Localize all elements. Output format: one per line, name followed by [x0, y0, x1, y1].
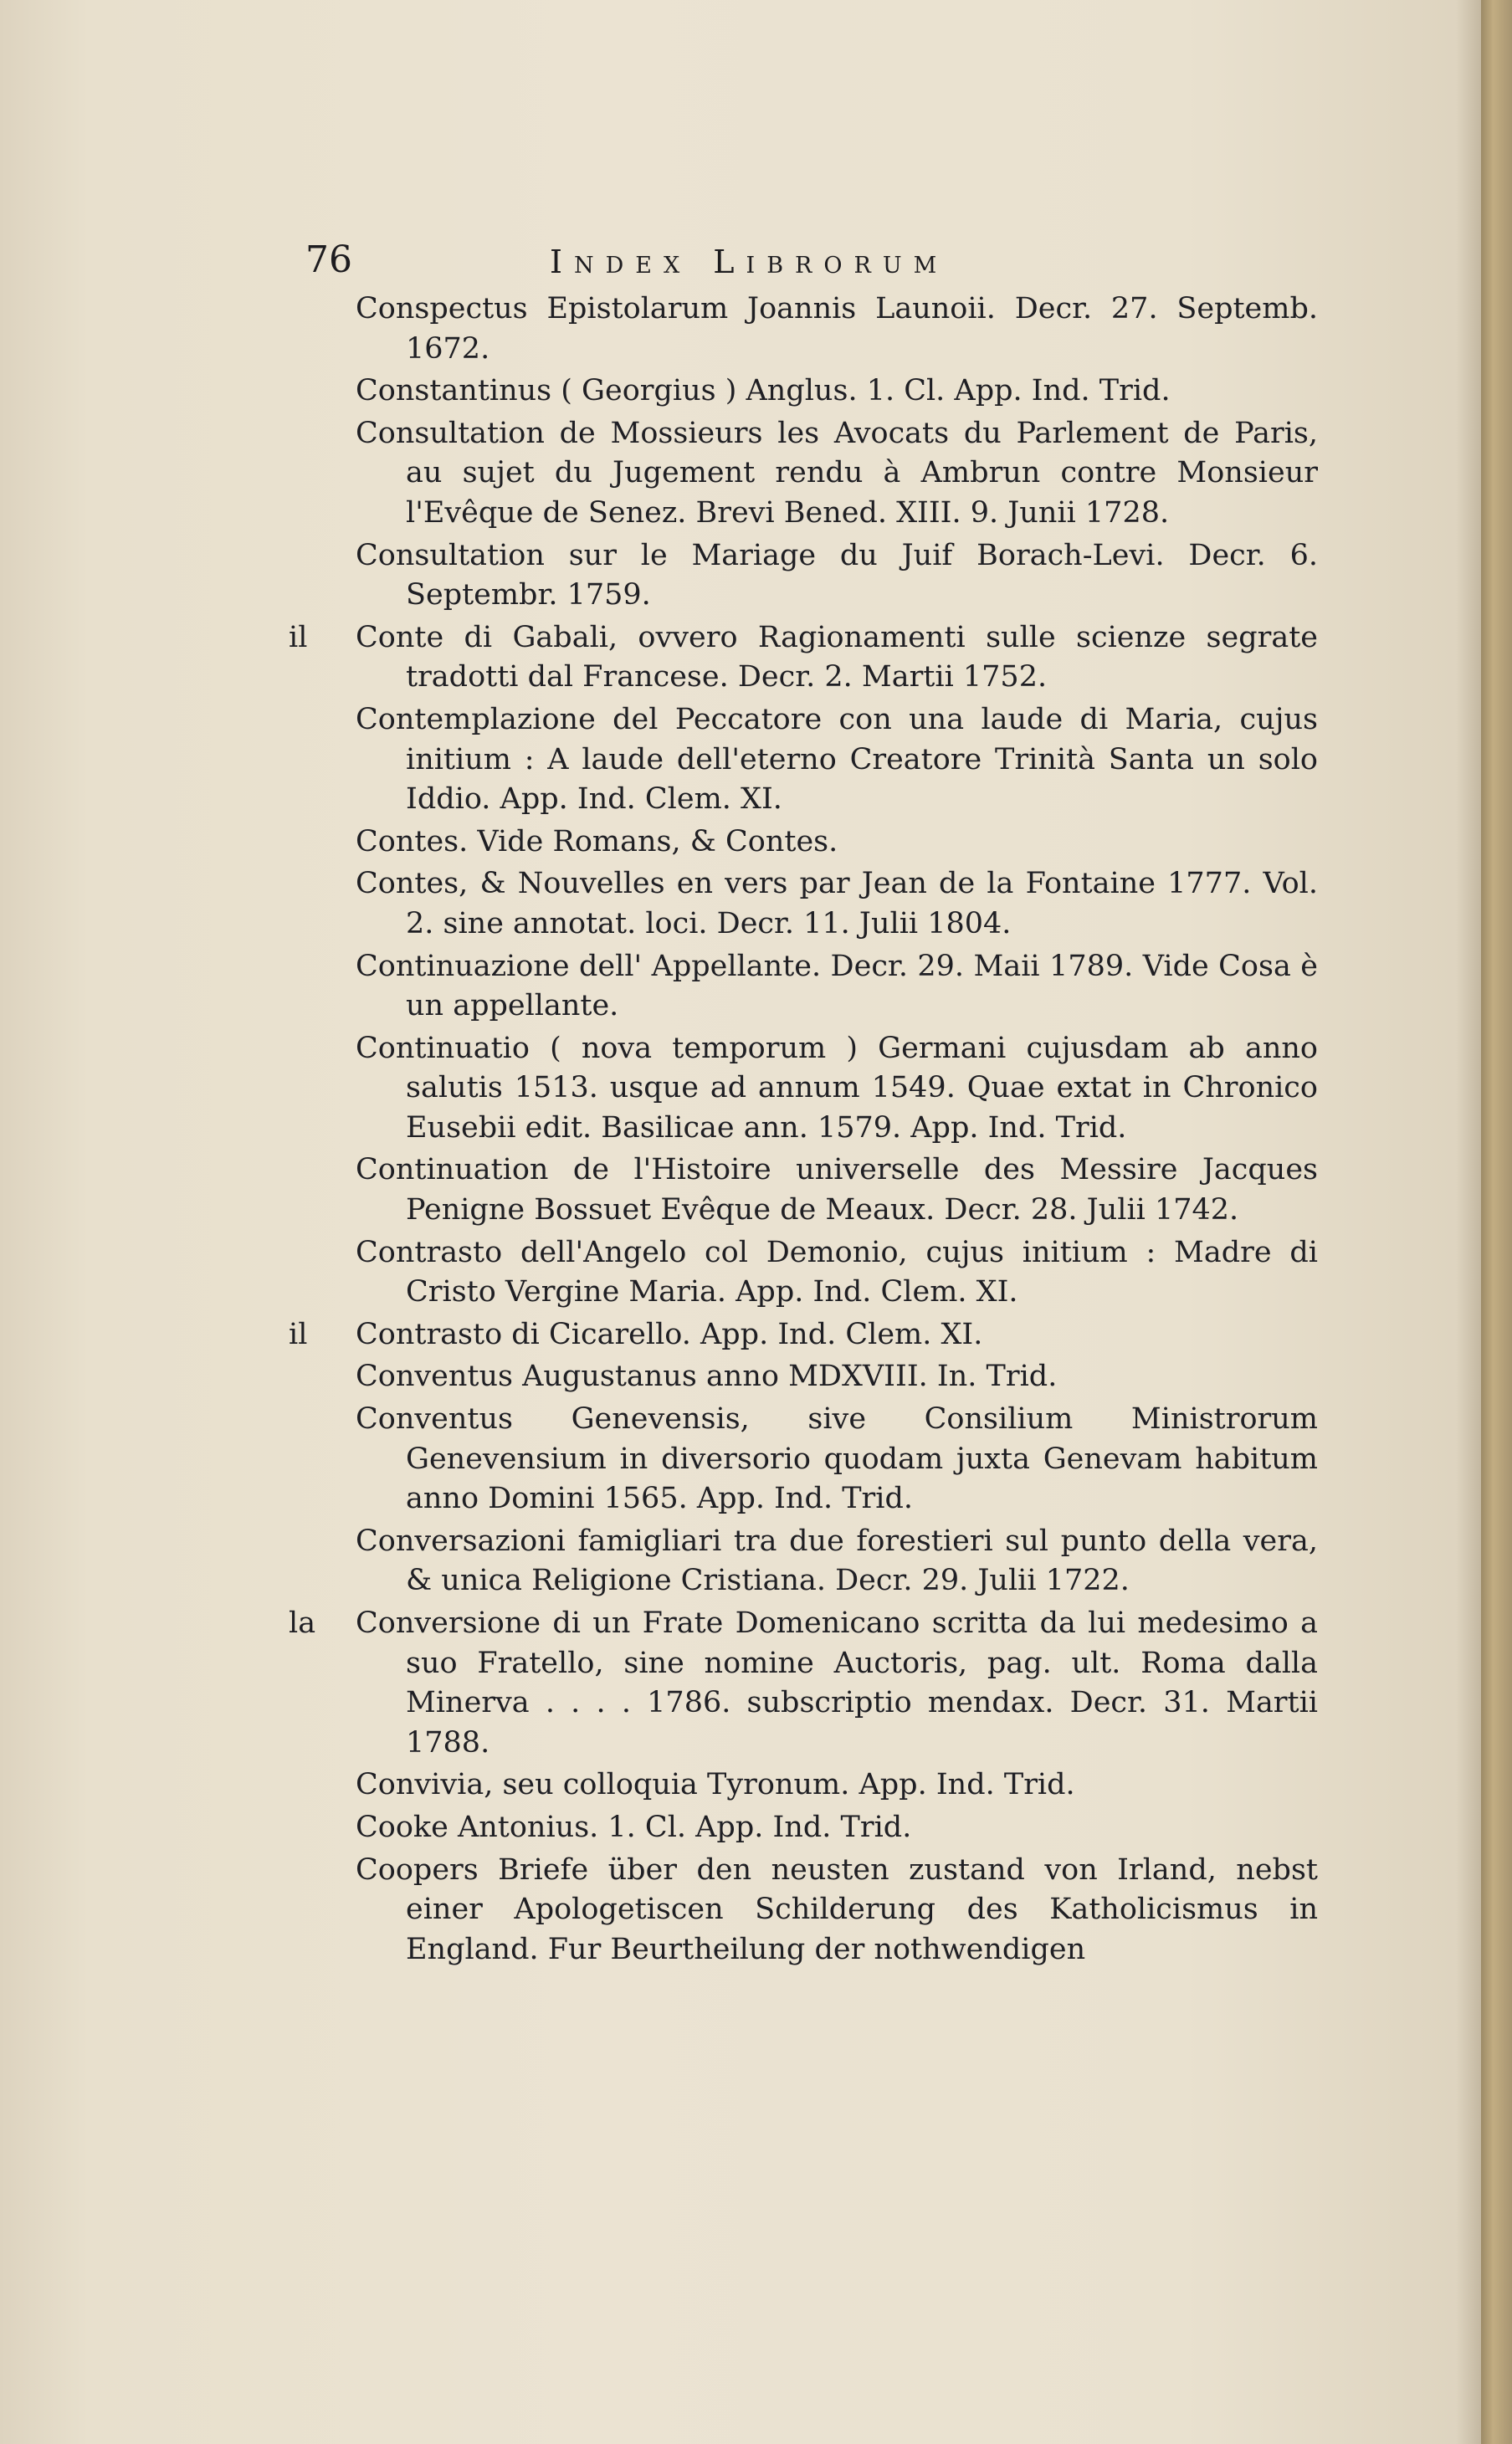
index-entry — [289, 1765, 1318, 1806]
index-entry — [289, 1029, 1318, 1149]
entry-text: Conspectus Epistolarum Joannis Launoii. Decr. 27. Septemb. 1672. — [356, 292, 1318, 366]
entry-prefix: la — [289, 1606, 316, 1640]
entry-text: Conventus Augustanus anno MDXVIII. In. Trid. — [356, 1360, 1058, 1394]
index-entry — [289, 822, 1318, 863]
entry-text: Constantinus ( Georgius ) Anglus. 1. Cl. App. Ind. Trid. — [356, 374, 1171, 408]
index-entry — [289, 1357, 1318, 1397]
index-entry — [289, 700, 1318, 820]
index-entry — [289, 947, 1318, 1027]
entry-text: Contes. Vide Romans, & Contes. — [356, 824, 838, 858]
entry-prefix: il — [289, 620, 308, 654]
entry-text: Contemplazione del Peccatore con una laude di Maria, cujus initium : A laude dell'eterno Creatore Trinità Santa un solo Iddio. App. Ind. Clem. XI. — [356, 702, 1318, 817]
entry-text: Continuazione dell' Appellante. Decr. 29. Maii 1789. Vide Cosa è un appellante. — [356, 949, 1318, 1023]
running-head: Index Librorum — [550, 243, 949, 280]
entry-text: Cooke Antonius. 1. Cl. App. Ind. Trid. — [356, 1810, 912, 1844]
index-entry — [289, 1315, 1318, 1355]
index-entry — [289, 618, 1318, 698]
entry-prefix: il — [289, 1317, 308, 1351]
entry-text: Contes, & Nouvelles en vers par Jean de la Fontaine 1777. Vol. 2. sine annotat. loci. Decr. 11. Julii 1804. — [356, 867, 1318, 940]
index-entry — [289, 536, 1318, 616]
index-entry — [289, 1400, 1318, 1519]
index-entry — [289, 1851, 1318, 1970]
entry-text: Contrasto dell'Angelo col Demonio, cujus initium : Madre di Cristo Vergine Maria. App. Ind. Clem. XI. — [356, 1235, 1318, 1309]
entry-text: Contrasto di Cicarello. App. Ind. Clem. XI. — [356, 1317, 983, 1351]
entry-text: Conte di Gabali, ovvero Ragionamenti sulle scienze segrate tradotti dal Francese. Decr. 2. Martii 1752. — [356, 620, 1318, 694]
index-entry — [289, 1604, 1318, 1763]
page-header — [305, 238, 1125, 289]
entry-text: Consultation de Mossieurs les Avocats du Parlement de Paris, au sujet du Jugement rendu à Ambrun contre Monsieur l'Evêque de Senez. Brevi Bened. XIII. 9. Junii 1728. — [356, 416, 1318, 530]
index-entry — [289, 1233, 1318, 1313]
index-entry — [289, 1808, 1318, 1848]
entry-text: Conversione di un Frate Domenicano scritta da lui medesimo a suo Fratello, sine nomine Auctoris, pag. ult. Roma dalla Minerva . . . . 1786. subscriptio mendax. Decr. 31. Martii 1788. — [356, 1606, 1318, 1760]
index-entry — [289, 371, 1318, 412]
index-entry — [289, 864, 1318, 944]
page-edge-shadow — [1456, 0, 1481, 2444]
entry-text: Coopers Briefe über den neusten zustand von Irland, nebst einer Apologetiscen Schilderung des Katholicismus in England. Fur Beurtheilung der nothwendigen — [356, 1852, 1318, 1966]
entry-text: Consultation sur le Mariage du Juif Borach-Levi. Decr. 6. Septembr. 1759. — [356, 538, 1318, 612]
page-edge — [1481, 0, 1512, 2444]
page-number: 76 — [305, 238, 352, 281]
index-entry — [289, 289, 1318, 369]
index-entries — [289, 289, 1318, 1972]
entry-text: Conversazioni famigliari tra due forestieri sul punto della vera, & unica Religione Cristiana. Decr. 29. Julii 1722. — [356, 1524, 1318, 1598]
entry-text: Conventus Genevensis, sive Consilium Ministrorum Genevensium in diversorio quodam juxta Genevam habitum anno Domini 1565. App. Ind. Trid. — [356, 1402, 1318, 1516]
index-entry — [289, 1150, 1318, 1230]
entry-text: Continuatio ( nova temporum ) Germani cujusdam ab anno salutis 1513. usque ad annum 1549. Quae extat in Chronico Eusebii edit. Basilicae ann. 1579. App. Ind. Trid. — [356, 1031, 1318, 1145]
index-entry — [289, 1522, 1318, 1601]
index-entry — [289, 414, 1318, 534]
entry-text: Continuation de l'Histoire universelle des Messire Jacques Penigne Bossuet Evêque de Meaux. Decr. 28. Julii 1742. — [356, 1153, 1318, 1227]
entry-text: Convivia, seu colloquia Tyronum. App. Ind. Trid. — [356, 1768, 1075, 1802]
